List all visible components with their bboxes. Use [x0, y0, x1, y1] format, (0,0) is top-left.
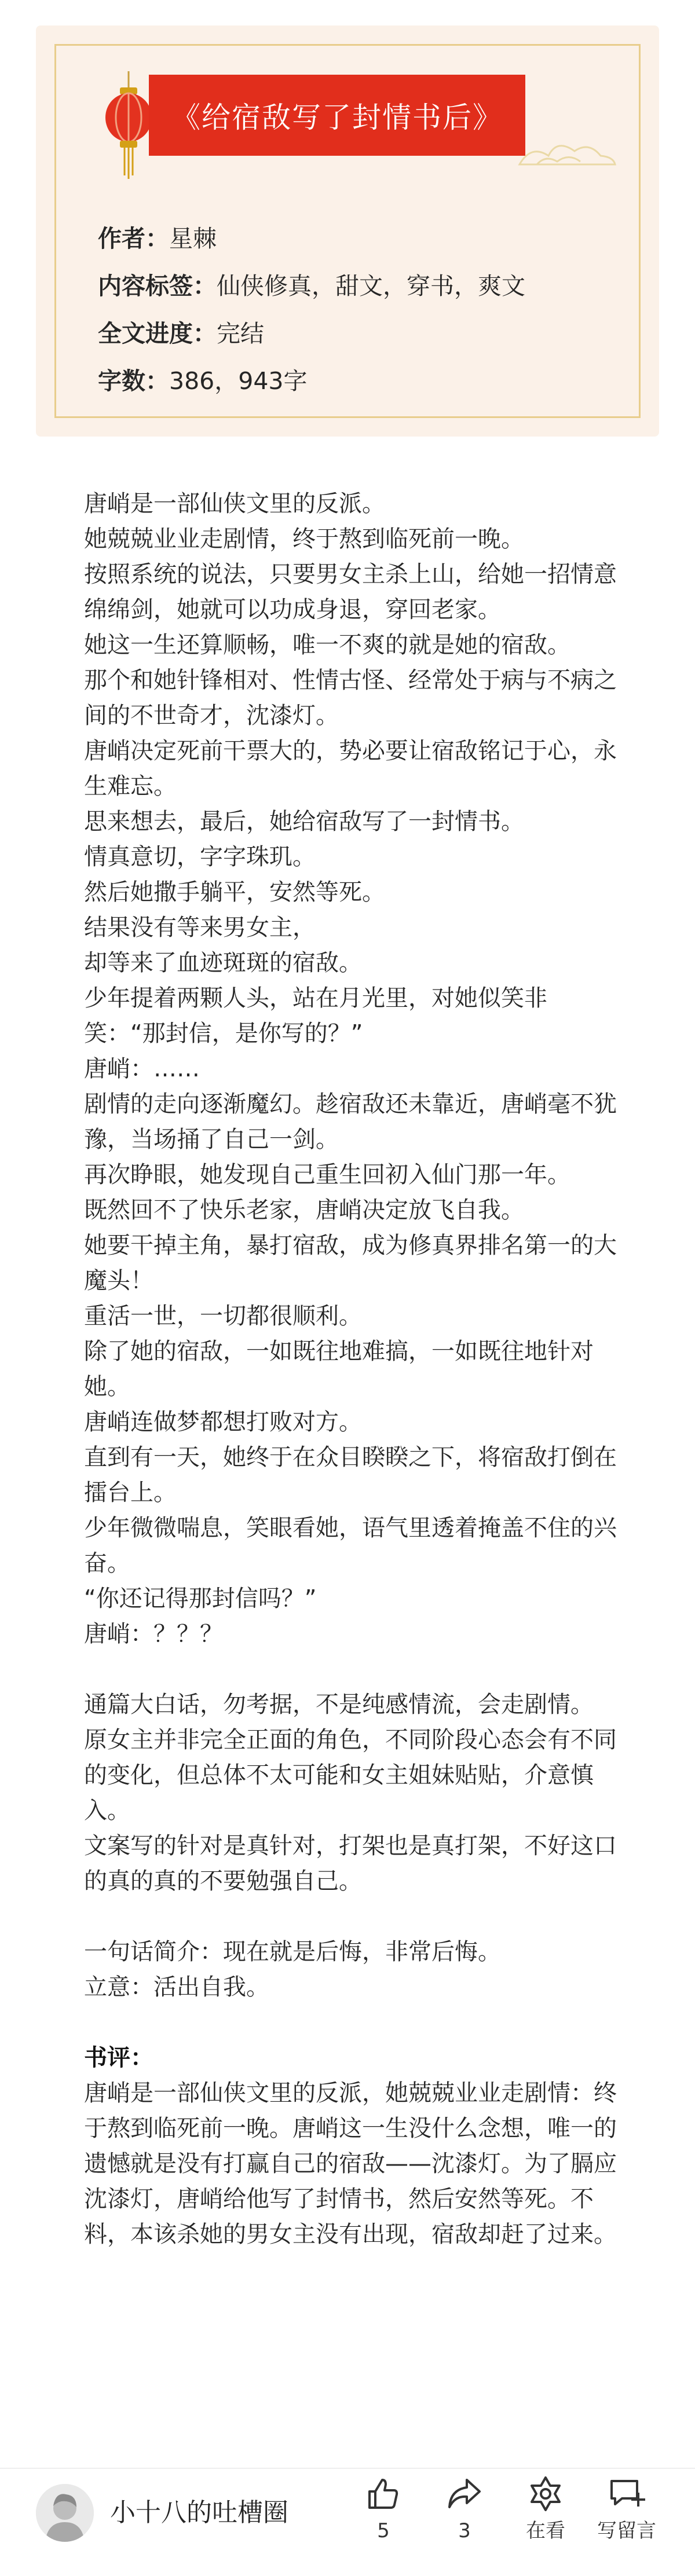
meta-word-count [98, 357, 525, 405]
avatar-portrait-icon [36, 2484, 94, 2542]
share-icon [446, 2475, 483, 2512]
watching-button[interactable] [505, 2475, 586, 2544]
paragraph: 少年提着两颗人头，站在月光里，对她似笑非笑：“那封信，是你写的？” [84, 985, 547, 1047]
paragraph: 唐峭：？？？ [84, 1621, 223, 1647]
paragraph: 唐峭是一部仙侠文里的反派。 [84, 490, 385, 517]
meta-label: 全文进度： [98, 320, 217, 347]
avatar[interactable] [36, 2484, 94, 2542]
paragraph: 却等来了血迹斑斑的宿敌。 [84, 950, 362, 976]
paragraph: 重活一世，一切都很顺利。 [84, 1303, 362, 1329]
paragraph: 通篇大白话，勿考据，不是纯感情流，会走剧情。 [84, 1691, 594, 1718]
paragraph-gap [84, 2005, 617, 2040]
paragraph-gap [84, 1652, 617, 1687]
paragraph: 她兢兢业业走剧情，终于熬到临死前一晚。 [84, 526, 524, 552]
review-heading: 书评： [84, 2044, 153, 2071]
paragraph: 结果没有等来男女主， [84, 914, 316, 941]
paragraph: 少年微微喘息，笑眼看她，语气里透着掩盖不住的兴奋。 [84, 1515, 617, 1577]
lantern-icon [103, 71, 155, 181]
meta-value: 仙侠修真，甜文，穿书，爽文 [217, 272, 525, 300]
watching-icon [527, 2475, 564, 2512]
paragraph: 然后她撒手躺平，安然等死。 [84, 879, 385, 906]
meta-value: 星棘 [169, 225, 217, 252]
book-info-card [36, 25, 659, 437]
paragraph: 文案写的针对是真针对，打架也是真打架，不好这口的真的真的不要勉强自己。 [84, 1833, 617, 1895]
paragraph: 思来想去，最后，她给宿敌写了一封情书。 [84, 808, 524, 835]
cloud-icon [514, 133, 618, 173]
paragraph: 唐峭：…… [84, 1056, 200, 1082]
like-count: 5 [377, 2519, 390, 2542]
meta-tags [98, 262, 525, 310]
paragraph-gap [84, 1899, 617, 1934]
paragraph: 立意：活出自我。 [84, 1974, 269, 2000]
book-title: 《给宿敌写了封情书后》 [171, 101, 503, 134]
article-body [84, 486, 617, 2252]
account-name[interactable]: 小十八的吐槽圈 [110, 2498, 288, 2527]
meta-label: 作者： [98, 225, 169, 252]
comment-icon [608, 2475, 645, 2512]
paragraph: 除了她的宿敌，一如既往地难搞，一如既往地针对她。 [84, 1338, 594, 1400]
watching-label: 在看 [526, 2519, 565, 2542]
meta-progress [98, 310, 525, 357]
meta-label: 内容标签： [98, 272, 217, 300]
meta-author [98, 215, 525, 262]
paragraph: “你还记得那封信吗？” [84, 1585, 317, 1612]
book-meta-list [98, 215, 525, 405]
paragraph: 再次睁眼，她发现自己重生回初入仙门那一年。 [84, 1161, 570, 1188]
paragraph: 情真意切，字字珠玑。 [84, 844, 316, 870]
like-button[interactable] [343, 2475, 424, 2544]
meta-value: 386，943字 [169, 367, 308, 395]
thumbs-up-icon [365, 2475, 402, 2512]
paragraph: 她这一生还算顺畅，唯一不爽的就是她的宿敌。 [84, 632, 570, 658]
meta-value: 完结 [217, 320, 264, 347]
paragraph: 直到有一天，她终于在众目睽睽之下，将宿敌打倒在擂台上。 [84, 1444, 617, 1506]
paragraph: 那个和她针锋相对、性情古怪、经常处于病与不病之间的不世奇才，沈漆灯。 [84, 667, 617, 729]
paragraph: 剧情的走向逐渐魔幻。趁宿敌还未靠近，唐峭毫不犹豫，当场捅了自己一剑。 [84, 1091, 617, 1153]
meta-label: 字数： [98, 367, 169, 395]
paragraph: 既然回不了快乐老家，唐峭决定放飞自我。 [84, 1197, 524, 1223]
comment-label: 写留言 [597, 2519, 656, 2542]
share-button[interactable] [424, 2475, 505, 2544]
paragraph: 一句话简介：现在就是后悔，非常后悔。 [84, 1939, 501, 1965]
title-banner [149, 75, 525, 156]
paragraph: 唐峭决定死前干票大的，势必要让宿敌铭记于心，永生难忘。 [84, 738, 617, 800]
paragraph: 她要干掉主角，暴打宿敌，成为修真界排名第一的大魔头！ [84, 1232, 617, 1294]
footer-divider [0, 2468, 695, 2469]
paragraph: 原女主并非完全正面的角色，不同阶段心态会有不同的变化，但总体不太可能和女主姐妹贴贴，介意慎入。 [84, 1727, 617, 1824]
paragraph: 唐峭连做梦都想打败对方。 [84, 1409, 362, 1435]
share-count: 3 [458, 2519, 471, 2542]
paragraph: 按照系统的说法，只要男女主杀上山，给她一招情意绵绵剑，她就可以功成身退，穿回老家。 [84, 561, 617, 623]
comment-button[interactable] [586, 2475, 667, 2544]
book-info-frame [54, 44, 641, 418]
review-text: 唐峭是一部仙侠文里的反派，她兢兢业业走剧情：终于熬到临死前一晚。唐峭这一生没什么念想，唯一的遗憾就是没有打赢自己的宿敌——沈漆灯。为了膈应沈漆灯，唐峭给他写了封情书，然后安然等死。不料，本该杀她的男女主没有出现，宿敌却赶了过来。 [84, 2080, 617, 2248]
